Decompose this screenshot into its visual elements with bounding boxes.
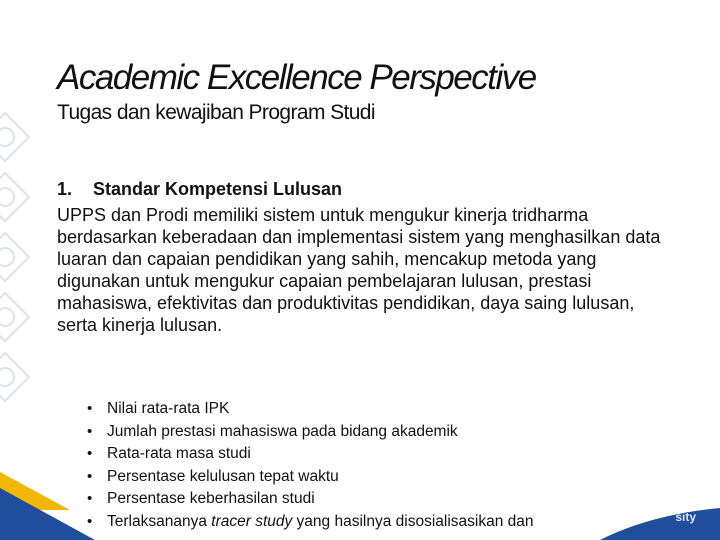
list-item-italic-text: tracer study — [211, 512, 293, 530]
section-number: 1. — [57, 179, 73, 199]
list-item: • Persentase kelulusan tepat waktu — [87, 466, 647, 489]
list-item: • Nilai rata-rata IPK — [87, 398, 647, 421]
list-item: • Persentase keberhasilan studi — [87, 488, 647, 511]
slide-title: Academic Excellence Perspective — [57, 58, 536, 97]
section-block — [57, 178, 677, 336]
section-paragraph: UPPS dan Prodi memiliki sistem untuk mengukur kinerja tridharma berdasarkan keberadaan dan implementasi sistem yang menghasilkan data luaran dan capaian pendidikan yang sahih, mencakup metoda yang digunakan untuk mengukur capaian pembelajaran lulusan, prestasi mahasiswa, efektivitas dan produktivitas pendidikan, daya saing lulusan, serta kinerja lulusan. — [57, 205, 661, 335]
section-heading — [57, 178, 677, 201]
list-item — [87, 511, 647, 534]
slide-subtitle: Tugas dan kewajiban Program Studi — [57, 101, 375, 124]
list-item: • Jumlah prestasi mahasiswa pada bidang akademik — [87, 421, 647, 444]
list-item: • Rata-rata masa studi — [87, 443, 647, 466]
list-item-text: yang hasilnya disosialisasikan dan — [292, 512, 534, 530]
decorative-pattern — [0, 110, 60, 450]
list-item-text: Terlaksananya — [107, 512, 212, 530]
bullet-list — [87, 398, 647, 533]
section-heading-text: Standar Kompetensi Lulusan — [93, 179, 343, 199]
footer-brand-text: sity — [675, 510, 696, 524]
